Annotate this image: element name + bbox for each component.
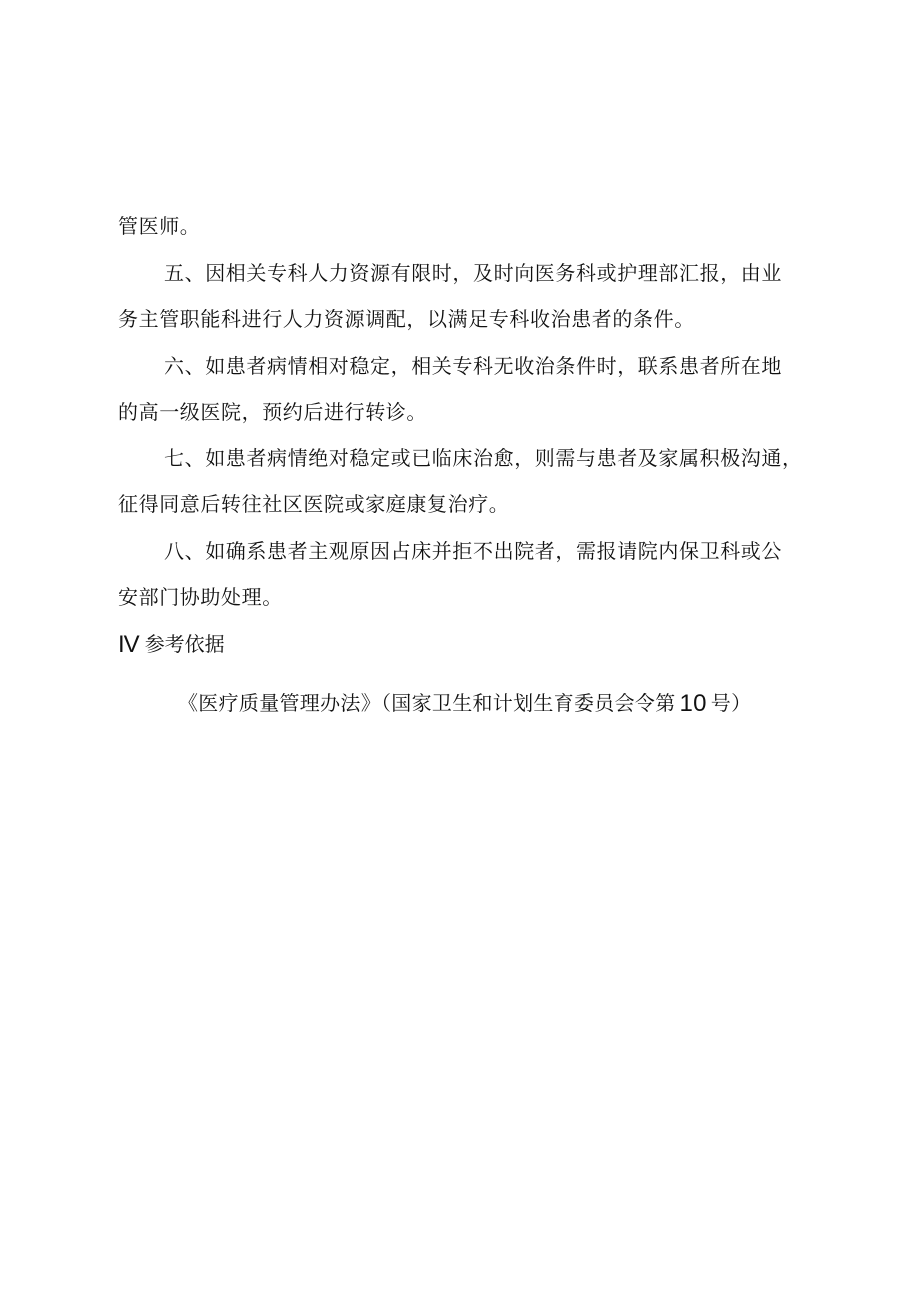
reference-text: 《医疗质量管理办法》（国家卫生和计划生育委员会令第	[178, 691, 676, 715]
paragraph-line: 五、因相关专科人力资源有限时，及时向医务科或护理部汇报，由业	[164, 261, 782, 285]
paragraph-line: 六、如患者病情相对稳定，相关专科无收治条件时，联系患者所在地	[164, 354, 782, 378]
section-title: 参考依据	[144, 632, 225, 656]
paragraph-line: 安部门协助处理。	[118, 585, 283, 609]
paragraph-line: 务主管职能科进行人力资源调配，以满足专科收治患者的条件。	[118, 307, 695, 331]
reference-citation	[178, 689, 751, 718]
section-heading	[118, 630, 225, 659]
section-numeral: IV	[118, 631, 139, 658]
reference-number: 10	[679, 690, 707, 717]
paragraph-line: 八、如确系患者主观原因占床并拒不出院者，需报请院内保卫科或公	[164, 539, 782, 563]
paragraph-line: 的高一级医院，预约后进行转诊。	[118, 400, 427, 424]
reference-suffix: 号）	[710, 691, 752, 715]
paragraph-line: 七、如患者病情绝对稳定或已临床治愈，则需与患者及家属积极沟通，	[164, 446, 803, 470]
paragraph-line: 管医师。	[118, 214, 201, 238]
paragraph-line: 征得同意后转往社区医院或家庭康复治疗。	[118, 492, 510, 516]
